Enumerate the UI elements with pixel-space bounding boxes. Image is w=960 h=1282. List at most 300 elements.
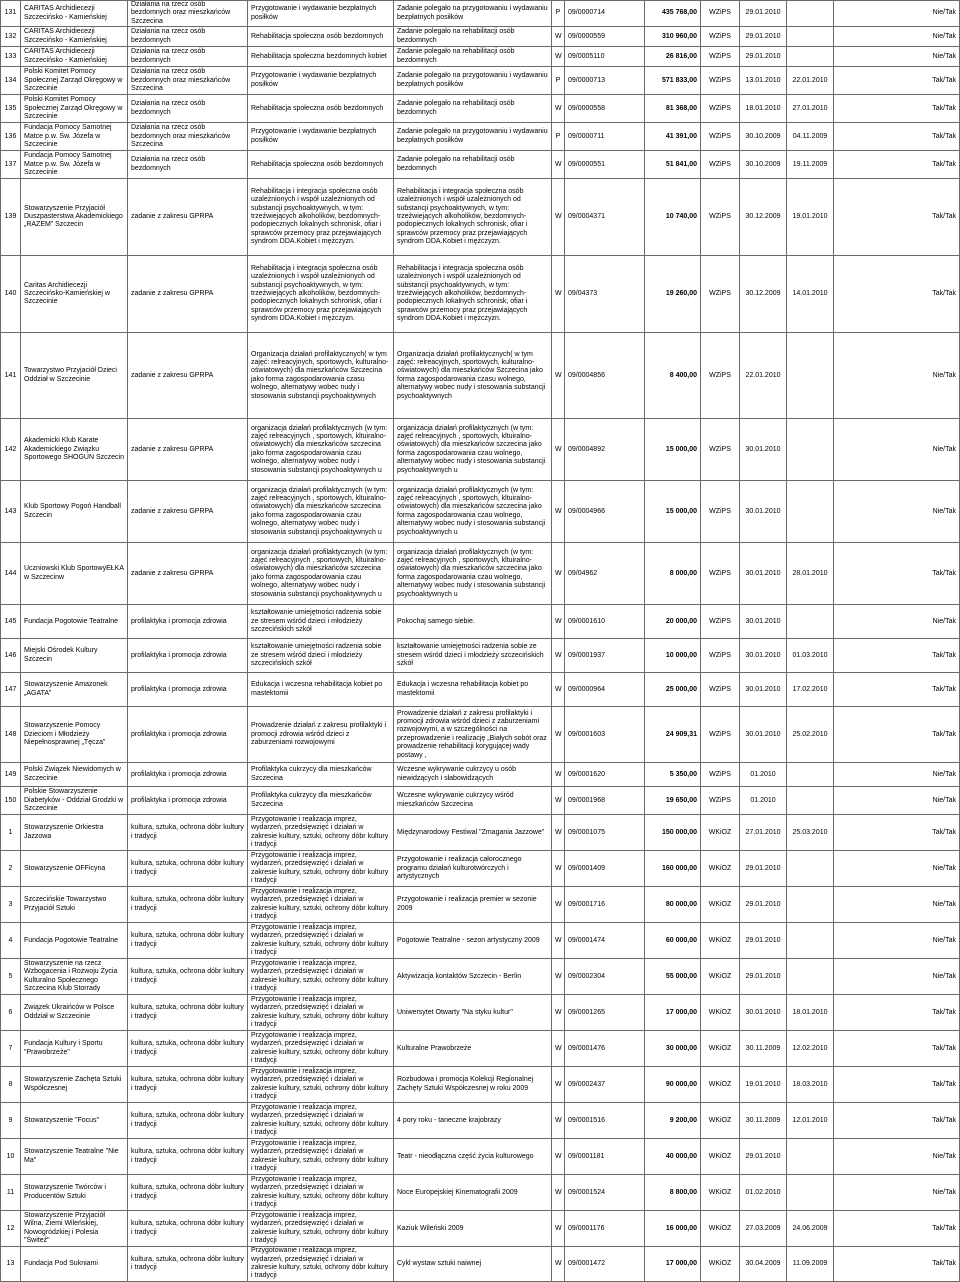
amount-cell: 60 000,00 [645, 923, 701, 959]
date-settled-cell [787, 959, 834, 995]
department-cell: WZiPS [701, 95, 740, 123]
date-settled-cell: 04.11.2009 [787, 123, 834, 151]
contract-number-cell: 09/0002304 [565, 959, 645, 995]
description-cell: Prowadzenie działań z zakresu profilaktyki i promocji zdrowia wśród dzieci z zaburzeniami rozwojowymi, a w szczególności na przeprowadzenie i realizację „Białych sobót oraz prowadzenie rehabilitacji korygującej wady postawy , [394, 707, 552, 763]
date-settled-cell [787, 419, 834, 481]
department-cell: WKiOZ [701, 1031, 740, 1067]
status-cell: Nie/Tak [834, 1139, 960, 1175]
department-cell: WKiOZ [701, 923, 740, 959]
table-row [1, 1, 960, 27]
type-cell: W [552, 1067, 565, 1103]
contract-number-cell: 09/0001603 [565, 707, 645, 763]
date-settled-cell: 28.01.2010 [787, 543, 834, 605]
table-row [1, 1247, 960, 1282]
task-cell: Profilaktyka cukrzycy dla mieszkańców Szczecina [248, 787, 394, 815]
organization-cell: Fundacja Pomocy Samotnej Matce p.w. Św. Józefa w Szczecinie [21, 123, 128, 151]
task-cell: Rehabilitacja społeczna osób bezdomnych [248, 151, 394, 179]
type-cell: W [552, 151, 565, 179]
description-cell: Zadanie polegało na rehabilitacji osób bezdomnych [394, 47, 552, 67]
task-cell: Profilaktyka cukrzycy dla mieszkańców Szczecina [248, 763, 394, 787]
area-cell: kultura, sztuka, ochrona dóbr kultury i tradycji [128, 815, 248, 851]
table-row [1, 959, 960, 995]
contract-number-cell: 09/0004892 [565, 419, 645, 481]
organization-cell: Stowarzyszenie Amazonek „AGATA” [21, 673, 128, 707]
date-signed-cell: 13.01.2010 [740, 67, 787, 95]
type-cell: W [552, 1175, 565, 1211]
row-number-cell: 13 [1, 1247, 21, 1282]
row-number-cell: 145 [1, 605, 21, 639]
date-settled-cell: 12.02.2010 [787, 1031, 834, 1067]
area-cell: Działania na rzecz osób bezdomnych [128, 151, 248, 179]
organization-cell: Fundacja Pomocy Samotnej Matce p.w. Św. Józefa w Szczecinie [21, 151, 128, 179]
area-cell: kultura, sztuka, ochrona dóbr kultury i tradycji [128, 1103, 248, 1139]
department-cell: WZiPS [701, 27, 740, 47]
status-cell: Nie/Tak [834, 481, 960, 543]
description-cell: Przygotowanie i realizacja całorocznego programu działań kulturotwórczych i artystycznych [394, 851, 552, 887]
description-cell: Zadanie polegało na rehabilitacji osób bezdomnych [394, 151, 552, 179]
status-cell: Tak/Tak [834, 1067, 960, 1103]
contract-number-cell: 09/0002437 [565, 1067, 645, 1103]
amount-cell: 90 000,00 [645, 1067, 701, 1103]
amount-cell: 160 000,00 [645, 851, 701, 887]
contract-number-cell: 09/0004966 [565, 481, 645, 543]
row-number-cell: 131 [1, 1, 21, 27]
table-row [1, 1211, 960, 1247]
date-settled-cell [787, 1, 834, 27]
amount-cell: 10 000,00 [645, 639, 701, 673]
date-settled-cell: 01.03.2010 [787, 639, 834, 673]
date-settled-cell: 12.01.2010 [787, 1103, 834, 1139]
table-row [1, 95, 960, 123]
date-signed-cell: 01.2010 [740, 763, 787, 787]
status-cell: Nie/Tak [834, 1175, 960, 1211]
amount-cell: 40 000,00 [645, 1139, 701, 1175]
type-cell: W [552, 887, 565, 923]
area-cell: zadanie z zakresu GPRPA [128, 179, 248, 256]
date-settled-cell: 19.01.2010 [787, 179, 834, 256]
status-cell: Tak/Tak [834, 543, 960, 605]
date-settled-cell [787, 27, 834, 47]
area-cell: kultura, sztuka, ochrona dóbr kultury i tradycji [128, 995, 248, 1031]
description-cell: Przygotowanie i realizacja premier w sezonie 2009 [394, 887, 552, 923]
contract-number-cell: 09/0001181 [565, 1139, 645, 1175]
contract-number-cell: 09/0001516 [565, 1103, 645, 1139]
table-row [1, 1103, 960, 1139]
description-cell: Organizacja działań profilaktycznych( w tym zajęć: relreacyjnych, sportowych, kulturalno-oświatowych) dla mieszkańców Szczecina jako forma zagospodarowania czasu wolnego, alternatywy wobec nudy i stosowania substancji psychoaktywnych [394, 333, 552, 419]
task-cell: Rehabilitacja i integracja społeczna osób uzależnionych i współ uzależnionych od substancji psychoaktywnych, w tym: trzeźwiejących alkoholików, bezdomnych-podopiecznych lokalnych schronisk, ofiar i sprawców przemocy praz przejawiających syndrom DDA.Kobiet i mężczyzn. [248, 256, 394, 333]
table-row [1, 481, 960, 543]
department-cell: WZiPS [701, 639, 740, 673]
description-cell: Rehabilitacja i integracja społeczna osób uzależnionych i współ uzależnionych od substancji psychoaktywnych, w tym: trzeźwiejących alkoholików, bezdomnych-podopiecznych lokalnych schronisk, ofiar i sprawców przemocy praz przejawiających syndrom DDA.Kobiet i mężczyzn. [394, 256, 552, 333]
status-cell: Tak/Tak [834, 1211, 960, 1247]
department-cell: WZiPS [701, 605, 740, 639]
amount-cell: 9 200,00 [645, 1103, 701, 1139]
table-row [1, 1031, 960, 1067]
type-cell: W [552, 959, 565, 995]
contract-number-cell: 09/0000558 [565, 95, 645, 123]
type-cell: W [552, 1031, 565, 1067]
table-row [1, 707, 960, 763]
description-cell: Rozbudowa i promocja Kolekcji Regionalnej Zachęty Sztuki Współczesnej w roku 2009 [394, 1067, 552, 1103]
department-cell: WZiPS [701, 1, 740, 27]
row-number-cell: 144 [1, 543, 21, 605]
organization-cell: CARITAS Archidiecezji Szczecińsko - Kamieńskiej [21, 27, 128, 47]
task-cell: Przygotowanie i realizacja imprez, wydarzeń, przedsięwzięć i działań w zakresie kultury, sztuki, ochrony dóbr kultury i tradycji [248, 1175, 394, 1211]
row-number-cell: 136 [1, 123, 21, 151]
department-cell: WZiPS [701, 333, 740, 419]
area-cell: Działania na rzecz osób bezdomnych oraz mieszkańców Szczecina [128, 1, 248, 27]
date-settled-cell [787, 333, 834, 419]
type-cell: P [552, 1, 565, 27]
description-cell: Pokochaj samego siebie. [394, 605, 552, 639]
amount-cell: 51 841,00 [645, 151, 701, 179]
table-row [1, 1175, 960, 1211]
status-cell: Nie/Tak [834, 787, 960, 815]
organization-cell: Polskie Stowarzyszenie Diabetyków - Oddział Grodzki w Szczecinie [21, 787, 128, 815]
date-settled-cell [787, 47, 834, 67]
date-signed-cell: 30.10.2009 [740, 123, 787, 151]
area-cell: Działania na rzecz osób bezdomnych [128, 47, 248, 67]
organization-cell: Stowarzyszenie "Focus" [21, 1103, 128, 1139]
table-row [1, 605, 960, 639]
organization-cell: Akademicki Klub Karate Akademickiego Związku Sportowego SHOGUN Szczecin [21, 419, 128, 481]
amount-cell: 19 260,00 [645, 256, 701, 333]
organization-cell: Stowarzyszenie Pomocy Dzieciom i Młodzieży Niepełnosprawnej „Tęcza” [21, 707, 128, 763]
organization-cell: Stowarzyszenie Przyjaciół Duszpasterstwa Akademickiego „RAZEM” Szczecin [21, 179, 128, 256]
task-cell: Przygotowanie i realizacja imprez, wydarzeń, przedsięwzięć i działań w zakresie kultury, sztuki, ochrony dóbr kultury i tradycji [248, 1067, 394, 1103]
status-cell: Tak/Tak [834, 707, 960, 763]
date-signed-cell: 01.02.2010 [740, 1175, 787, 1211]
department-cell: WKiOZ [701, 959, 740, 995]
area-cell: kultura, sztuka, ochrona dóbr kultury i tradycji [128, 887, 248, 923]
area-cell: zadanie z zakresu GPRPA [128, 543, 248, 605]
task-cell: Przygotowanie i realizacja imprez, wydarzeń, przedsięwzięć i działań w zakresie kultury, sztuki, ochrony dóbr kultury i tradycji [248, 995, 394, 1031]
type-cell: W [552, 995, 565, 1031]
task-cell: Przygotowanie i wydawanie bezpłatnych posiłków [248, 123, 394, 151]
row-number-cell: 9 [1, 1103, 21, 1139]
table-row [1, 543, 960, 605]
type-cell: W [552, 95, 565, 123]
department-cell: WZiPS [701, 47, 740, 67]
amount-cell: 150 000,00 [645, 815, 701, 851]
department-cell: WZiPS [701, 419, 740, 481]
contract-number-cell: 09/0001176 [565, 1211, 645, 1247]
area-cell: kultura, sztuka, ochrona dóbr kultury i tradycji [128, 1031, 248, 1067]
amount-cell: 5 350,00 [645, 763, 701, 787]
date-signed-cell: 29.01.2010 [740, 27, 787, 47]
contract-number-cell: 09/0001476 [565, 1031, 645, 1067]
status-cell: Nie/Tak [834, 887, 960, 923]
table-row [1, 673, 960, 707]
task-cell: Przygotowanie i realizacja imprez, wydarzeń, przedsięwzięć i działań w zakresie kultury, sztuki, ochrony dóbr kultury i tradycji [248, 923, 394, 959]
department-cell: WZiPS [701, 707, 740, 763]
type-cell: W [552, 256, 565, 333]
row-number-cell: 6 [1, 995, 21, 1031]
type-cell: W [552, 179, 565, 256]
organization-cell: Związek Ukraińców w Polsce Oddział w Szczecinie [21, 995, 128, 1031]
row-number-cell: 142 [1, 419, 21, 481]
date-signed-cell: 29.01.2010 [740, 47, 787, 67]
task-cell: Przygotowanie i realizacja imprez, wydarzeń, przedsięwzięć i działań w zakresie kultury, sztuki, ochrony dóbr kultury i tradycji [248, 851, 394, 887]
task-cell: Przygotowanie i wydawanie bezpłatnych posiłków [248, 67, 394, 95]
contract-number-cell: 09/0001716 [565, 887, 645, 923]
date-settled-cell [787, 923, 834, 959]
status-cell: Nie/Tak [834, 419, 960, 481]
description-cell: Kulturalne Prawobrzeże [394, 1031, 552, 1067]
department-cell: WZiPS [701, 787, 740, 815]
description-cell: Kaziuk Wileński 2009 [394, 1211, 552, 1247]
date-settled-cell: 17.02.2010 [787, 673, 834, 707]
task-cell: Edukacja i wczesna rehabilitacja kobiet po mastektomii [248, 673, 394, 707]
status-cell: Tak/Tak [834, 1031, 960, 1067]
area-cell: zadanie z zakresu GPRPA [128, 333, 248, 419]
area-cell: Działania na rzecz osób bezdomnych [128, 95, 248, 123]
organization-cell: Fundacja Pod Sukniami [21, 1247, 128, 1282]
organization-cell: Polski Komitet Pomocy Społecznej Zarząd Okręgowy w Szczecinie [21, 95, 128, 123]
description-cell: Edukacja i wczesna rehabilitacja kobiet po mastektomii [394, 673, 552, 707]
status-cell: Tak/Tak [834, 256, 960, 333]
status-cell: Tak/Tak [834, 639, 960, 673]
contract-number-cell: 09/0001265 [565, 995, 645, 1031]
department-cell: WZiPS [701, 123, 740, 151]
status-cell: Tak/Tak [834, 815, 960, 851]
task-cell: Przygotowanie i realizacja imprez, wydarzeń, przedsięwzięć i działań w zakresie kultury, sztuki, ochrony dóbr kultury i tradycji [248, 1031, 394, 1067]
amount-cell: 26 816,00 [645, 47, 701, 67]
contract-number-cell: 09/0001474 [565, 923, 645, 959]
date-settled-cell: 27.01.2010 [787, 95, 834, 123]
area-cell: profilaktyka i promocja zdrowia [128, 707, 248, 763]
date-signed-cell: 29.01.2010 [740, 851, 787, 887]
date-settled-cell: 11.09.2009 [787, 1247, 834, 1282]
date-settled-cell [787, 763, 834, 787]
area-cell: kultura, sztuka, ochrona dóbr kultury i tradycji [128, 851, 248, 887]
row-number-cell: 147 [1, 673, 21, 707]
amount-cell: 10 740,00 [645, 179, 701, 256]
department-cell: WZiPS [701, 763, 740, 787]
table-row [1, 419, 960, 481]
amount-cell: 20 000,00 [645, 605, 701, 639]
description-cell: Zadanie polegało na rehabilitacji osób bezdomnych [394, 95, 552, 123]
amount-cell: 19 650,00 [645, 787, 701, 815]
table-row [1, 815, 960, 851]
table-row [1, 333, 960, 419]
task-cell: Organizacja działań profilaktycznych( w tym zajęć: relreacyjnych, sportowych, kulturalno-oświatowych) dla mieszkańców Szczecina jako forma zagospodarowania czasu wolnego, alternatywy wobec nudy i stosowania substancji psychoaktywnych [248, 333, 394, 419]
date-signed-cell: 30.11.2009 [740, 1031, 787, 1067]
area-cell: Działania na rzecz osób bezdomnych oraz mieszkańców Szczecina [128, 123, 248, 151]
date-settled-cell: 25.02.2010 [787, 707, 834, 763]
date-signed-cell: 30.12.2009 [740, 256, 787, 333]
organization-cell: Towarzystwo Przyjaciół Dzieci Oddział w Szczecinie [21, 333, 128, 419]
area-cell: zadanie z zakresu GPRPA [128, 419, 248, 481]
date-settled-cell: 19.11.2009 [787, 151, 834, 179]
organization-cell: Stowarzyszenie na rzecz Wzbogacenia i Rozwoju Życia Kulturalno Społecznego Szczecina Klub Storrady [21, 959, 128, 995]
date-settled-cell: 14.01.2010 [787, 256, 834, 333]
type-cell: W [552, 1103, 565, 1139]
department-cell: WKiOZ [701, 1211, 740, 1247]
task-cell: kształtowanie umiejętności radzenia sobie ze stresem wśród dzieci i młodzieży szczecińskich szkół [248, 605, 394, 639]
organization-cell: CARITAS Archidiecezji Szczecińsko - Kamieńskiej [21, 47, 128, 67]
row-number-cell: 8 [1, 1067, 21, 1103]
area-cell: kultura, sztuka, ochrona dóbr kultury i tradycji [128, 1139, 248, 1175]
amount-cell: 8 400,00 [645, 333, 701, 419]
status-cell: Nie/Tak [834, 959, 960, 995]
area-cell: kultura, sztuka, ochrona dóbr kultury i tradycji [128, 1067, 248, 1103]
task-cell: Przygotowanie i realizacja imprez, wydarzeń, przedsięwzięć i działań w zakresie kultury, sztuki, ochrony dóbr kultury i tradycji [248, 1247, 394, 1282]
description-cell: Pogotowie Teatralne - sezon artystyczny 2009 [394, 923, 552, 959]
contract-number-cell: 09/0000714 [565, 1, 645, 27]
description-cell: Teatr - nieodłączna część życia kulturowego [394, 1139, 552, 1175]
organization-cell: Uczniowski Klub SportowyEŁKA w Szczecinw [21, 543, 128, 605]
task-cell: Przygotowanie i realizacja imprez, wydarzeń, przedsięwzięć i działań w zakresie kultury, sztuki, ochrony dóbr kultury i tradycji [248, 1103, 394, 1139]
description-cell: Uniwersytet Otwarty "Na styku kultur" [394, 995, 552, 1031]
type-cell: W [552, 543, 565, 605]
row-number-cell: 132 [1, 27, 21, 47]
description-cell: Wczesne wykrywanie cukrzycy wśród mieszkańców Szczecina [394, 787, 552, 815]
row-number-cell: 140 [1, 256, 21, 333]
date-settled-cell [787, 887, 834, 923]
row-number-cell: 5 [1, 959, 21, 995]
area-cell: kultura, sztuka, ochrona dóbr kultury i tradycji [128, 1211, 248, 1247]
type-cell: P [552, 67, 565, 95]
amount-cell: 24 909,31 [645, 707, 701, 763]
date-signed-cell: 30.01.2010 [740, 419, 787, 481]
department-cell: WZiPS [701, 67, 740, 95]
area-cell: profilaktyka i promocja zdrowia [128, 787, 248, 815]
date-signed-cell: 30.04.2009 [740, 1247, 787, 1282]
organization-cell: Stowarzyszenie OFFicyna [21, 851, 128, 887]
area-cell: profilaktyka i promocja zdrowia [128, 605, 248, 639]
row-number-cell: 141 [1, 333, 21, 419]
date-settled-cell: 18.03.2010 [787, 1067, 834, 1103]
date-signed-cell: 29.01.2010 [740, 959, 787, 995]
type-cell: W [552, 1247, 565, 1282]
table-row [1, 787, 960, 815]
date-signed-cell: 30.01.2010 [740, 605, 787, 639]
department-cell: WKiOZ [701, 887, 740, 923]
date-settled-cell [787, 605, 834, 639]
area-cell: Działania na rzecz osób bezdomnych oraz mieszkańców Szczecina [128, 67, 248, 95]
amount-cell: 8 800,00 [645, 1175, 701, 1211]
date-signed-cell: 01.2010 [740, 787, 787, 815]
task-cell: Prowadzenie działań z zakresu profilaktyki i promocji zdrowia wśród dzieci z zaburzeniami rozwojowymi [248, 707, 394, 763]
table-row [1, 27, 960, 47]
amount-cell: 15 000,00 [645, 419, 701, 481]
area-cell: kultura, sztuka, ochrona dóbr kultury i tradycji [128, 1175, 248, 1211]
row-number-cell: 150 [1, 787, 21, 815]
amount-cell: 55 000,00 [645, 959, 701, 995]
organization-cell: Stowarzyszenie Twórców i Producentów Sztuki [21, 1175, 128, 1211]
amount-cell: 310 960,00 [645, 27, 701, 47]
date-signed-cell: 30.01.2010 [740, 673, 787, 707]
organization-cell: Miejski Ośrodek Kultury Szczecin [21, 639, 128, 673]
type-cell: W [552, 639, 565, 673]
task-cell: Przygotowanie i realizacja imprez, wydarzeń, przedsięwzięć i działań w zakresie kultury, sztuki, ochrony dóbr kultury i tradycji [248, 1211, 394, 1247]
table-row [1, 639, 960, 673]
type-cell: W [552, 27, 565, 47]
status-cell: Nie/Tak [834, 333, 960, 419]
organization-cell: Stowarzyszenie Zachęta Sztuki Współczesnej [21, 1067, 128, 1103]
amount-cell: 25 000,00 [645, 673, 701, 707]
row-number-cell: 2 [1, 851, 21, 887]
description-cell: Zadanie polegało na rehabilitacji osób bezdomnych [394, 27, 552, 47]
amount-cell: 41 391,00 [645, 123, 701, 151]
date-signed-cell: 30.01.2010 [740, 707, 787, 763]
row-number-cell: 134 [1, 67, 21, 95]
row-number-cell: 11 [1, 1175, 21, 1211]
contract-number-cell: 09/0001968 [565, 787, 645, 815]
amount-cell: 80 000,00 [645, 887, 701, 923]
date-signed-cell: 30.11.2009 [740, 1103, 787, 1139]
department-cell: WKiOZ [701, 995, 740, 1031]
description-cell: 4 pory roku - taneczne krajobrazy [394, 1103, 552, 1139]
contract-number-cell: 09/0000964 [565, 673, 645, 707]
department-cell: WZiPS [701, 179, 740, 256]
row-number-cell: 1 [1, 815, 21, 851]
amount-cell: 30 000,00 [645, 1031, 701, 1067]
status-cell: Nie/Tak [834, 763, 960, 787]
task-cell: Przygotowanie i realizacja imprez, wydarzeń, przedsięwzięć i działań w zakresie kultury, sztuki, ochrony dóbr kultury i tradycji [248, 1139, 394, 1175]
row-number-cell: 148 [1, 707, 21, 763]
date-settled-cell: 25.03.2010 [787, 815, 834, 851]
type-cell: W [552, 1211, 565, 1247]
description-cell: Zadanie polegało na przygotowaniu i wydawaniu bezpłatnych posiłków [394, 67, 552, 95]
date-settled-cell [787, 481, 834, 543]
contract-number-cell: 09/04962 [565, 543, 645, 605]
date-settled-cell [787, 851, 834, 887]
type-cell: W [552, 851, 565, 887]
area-cell: zadanie z zakresu GPRPA [128, 481, 248, 543]
status-cell: Tak/Tak [834, 1247, 960, 1282]
contract-number-cell: 09/0001409 [565, 851, 645, 887]
row-number-cell: 10 [1, 1139, 21, 1175]
area-cell: kultura, sztuka, ochrona dóbr kultury i tradycji [128, 1247, 248, 1282]
date-signed-cell: 19.01.2010 [740, 1067, 787, 1103]
status-cell: Nie/Tak [834, 923, 960, 959]
contract-number-cell: 09/0001610 [565, 605, 645, 639]
date-signed-cell: 30.01.2010 [740, 543, 787, 605]
department-cell: WKiOZ [701, 851, 740, 887]
status-cell: Nie/Tak [834, 27, 960, 47]
organization-cell: Stowarzyszenie Przyjaciół Wilna, Ziemi Wileńskiej, Nowogródzkiej i Polesia "Świteź" [21, 1211, 128, 1247]
department-cell: WKiOZ [701, 815, 740, 851]
description-cell: Rehabilitacja i integracja społeczna osób uzależnionych i współ uzależnionych od substancji psychoaktywnych, w tym: trzeźwiejących alkoholików, bezdomnych-podopiecznych lokalnych schronisk, ofiar i sprawców przemocy praz przejawiających syndrom DDA.Kobiet i mężczyzn. [394, 179, 552, 256]
table-row [1, 256, 960, 333]
description-cell: Zadanie polegało na przygotowaniu i wydawaniu bezpłatnych posiłków [394, 123, 552, 151]
department-cell: WKiOZ [701, 1139, 740, 1175]
area-cell: profilaktyka i promocja zdrowia [128, 639, 248, 673]
task-cell: Rehabilitacja społeczna osób bezdomnych [248, 27, 394, 47]
department-cell: WZiPS [701, 151, 740, 179]
area-cell: profilaktyka i promocja zdrowia [128, 673, 248, 707]
row-number-cell: 149 [1, 763, 21, 787]
date-settled-cell: 24.06.2009 [787, 1211, 834, 1247]
type-cell: W [552, 1139, 565, 1175]
organization-cell: Fundacja Pogotowie Teatralne [21, 605, 128, 639]
date-signed-cell: 30.01.2010 [740, 481, 787, 543]
description-cell: organizacja działań profilaktycznych (w tym: zajęć relreacyjnych , sportowych, kltuiralno-oświatowych) dla mieszkańców szczecina jako forma zagospodarowania czau wolnego, alternatywy wobec nudy i stosowania substancji psychoaktywnych u [394, 419, 552, 481]
contract-number-cell: 09/0004371 [565, 179, 645, 256]
area-cell: profilaktyka i promocja zdrowia [128, 763, 248, 787]
date-signed-cell: 29.01.2010 [740, 887, 787, 923]
status-cell: Tak/Tak [834, 123, 960, 151]
contract-number-cell: 09/0000559 [565, 27, 645, 47]
type-cell: W [552, 763, 565, 787]
date-settled-cell [787, 787, 834, 815]
amount-cell: 435 768,00 [645, 1, 701, 27]
task-cell: organizacja działań profilaktycznych (w tym: zajęć relreacyjnych , sportowych, kltuiralno-oświatowych) dla mieszkańców szczecina jako forma zagospodarowania czau wolnego, alternatywy wobec nudy i stosowania substancji psychoaktywnych u [248, 543, 394, 605]
row-number-cell: 7 [1, 1031, 21, 1067]
amount-cell: 15 000,00 [645, 481, 701, 543]
